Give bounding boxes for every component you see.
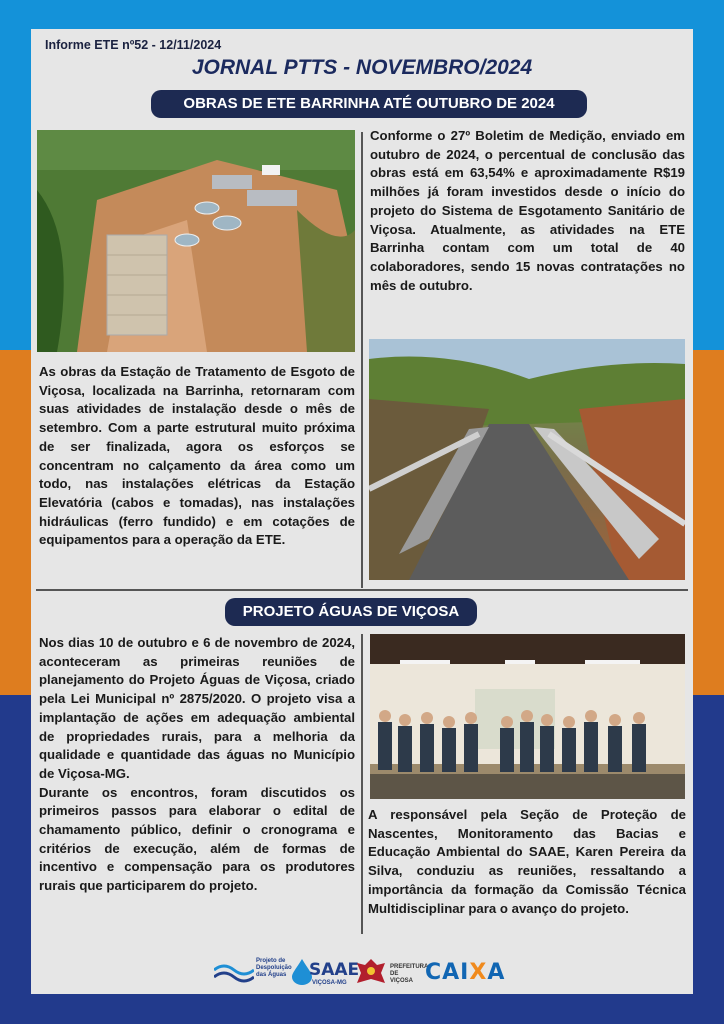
logo-saae-sub: VIÇOSA-MG — [312, 980, 347, 986]
photo-paving-works — [369, 339, 685, 580]
viçosa-crest-icon — [355, 957, 387, 987]
karen-meeting-text: A responsável pela Seção de Proteção de Nascentes, Monitoramento das Bacias e Educação Ambiental do SAAE, Karen Pereira da Silva, conduziu as reuniões, ressaltando a importância da formação da Comissão Técnica Multidisciplinar para o avanço do projeto. — [368, 807, 686, 916]
issue-label: Informe ETE nº52 - 12/11/2024 — [45, 38, 222, 52]
column-divider-lower — [361, 634, 363, 934]
logo-saae: SAAE — [309, 960, 360, 980]
logo-caixa-x: X — [469, 960, 488, 985]
aguas-paragraph-1: Nos dias 10 de outubro e 6 de novembro de 2024, aconteceram as primeiras reuniões de planejamento do Projeto Águas de Viçosa, criado pela Lei Municipal nº 2875/2020. O projeto visa a implantação de ações em adequação ambiental de propriedades rurais, para a melhoria da qualidade e quantidade das águas no Município de Viçosa-MG. — [39, 635, 355, 781]
photo-meeting-group — [370, 634, 685, 799]
section-divider — [36, 589, 688, 591]
logo-prefeitura: PREFEITURA DE VIÇOSA — [390, 964, 429, 984]
aguas-paragraph-2: Durante os encontros, foram discutidos os primeiros passos para elaborar o edital de chamamento público, definir o cronograma e critérios de execução, além de formas de incentivo e compensação para os produtores rurais que participarem do projeto. — [39, 784, 355, 894]
ete-status-text: Conforme o 27º Boletim de Medição, enviado em outubro de 2024, o percentual de conclusão das obras está em 63,54% e aproximadamente R$19 milhões já foram investidos desde o início do projeto do Sistema de Esgotamento Sanitário de Viçosa. Atualmente, as atividades na ETE Barrinha contam com um total de 40 colaboradores, sendo 15 novas contratações no mês de outubro. — [370, 128, 685, 293]
logo-caixa-part3: A — [487, 960, 506, 985]
logo-despoluicao: Projeto de Despoluição das Águas — [256, 958, 292, 978]
section-heading-aguas: PROJETO ÁGUAS DE VIÇOSA — [225, 598, 477, 626]
ete-works-text: As obras da Estação de Tratamento de Esgoto de Viçosa, localizada na Barrinha, retornaram com suas atividades de instalação desde o mês de setembro. Com a parte estrutural muito próxima de ser finalizada, agora os esforços se concentram no calçamento da área como um todo, nas instalações elétricas da Estação Elevatória (cabos e tomadas), nas instalações hidráulicas (ferro fundido) e em cotações de equipamentos para a operação da ETE. — [39, 364, 355, 548]
logo-caixa — [425, 960, 505, 985]
column-divider — [361, 132, 363, 588]
newsletter-title: JORNAL PTTS - NOVEMBRO/2024 — [191, 56, 533, 79]
logo-caixa-part1: CAI — [425, 960, 470, 985]
photo-ete-aerial — [37, 130, 355, 352]
aguas-project-text — [39, 634, 355, 896]
water-wave-icon — [214, 960, 254, 984]
section-heading-ete: OBRAS DE ETE BARRINHA ATÉ OUTUBRO DE 2024 — [151, 90, 587, 118]
